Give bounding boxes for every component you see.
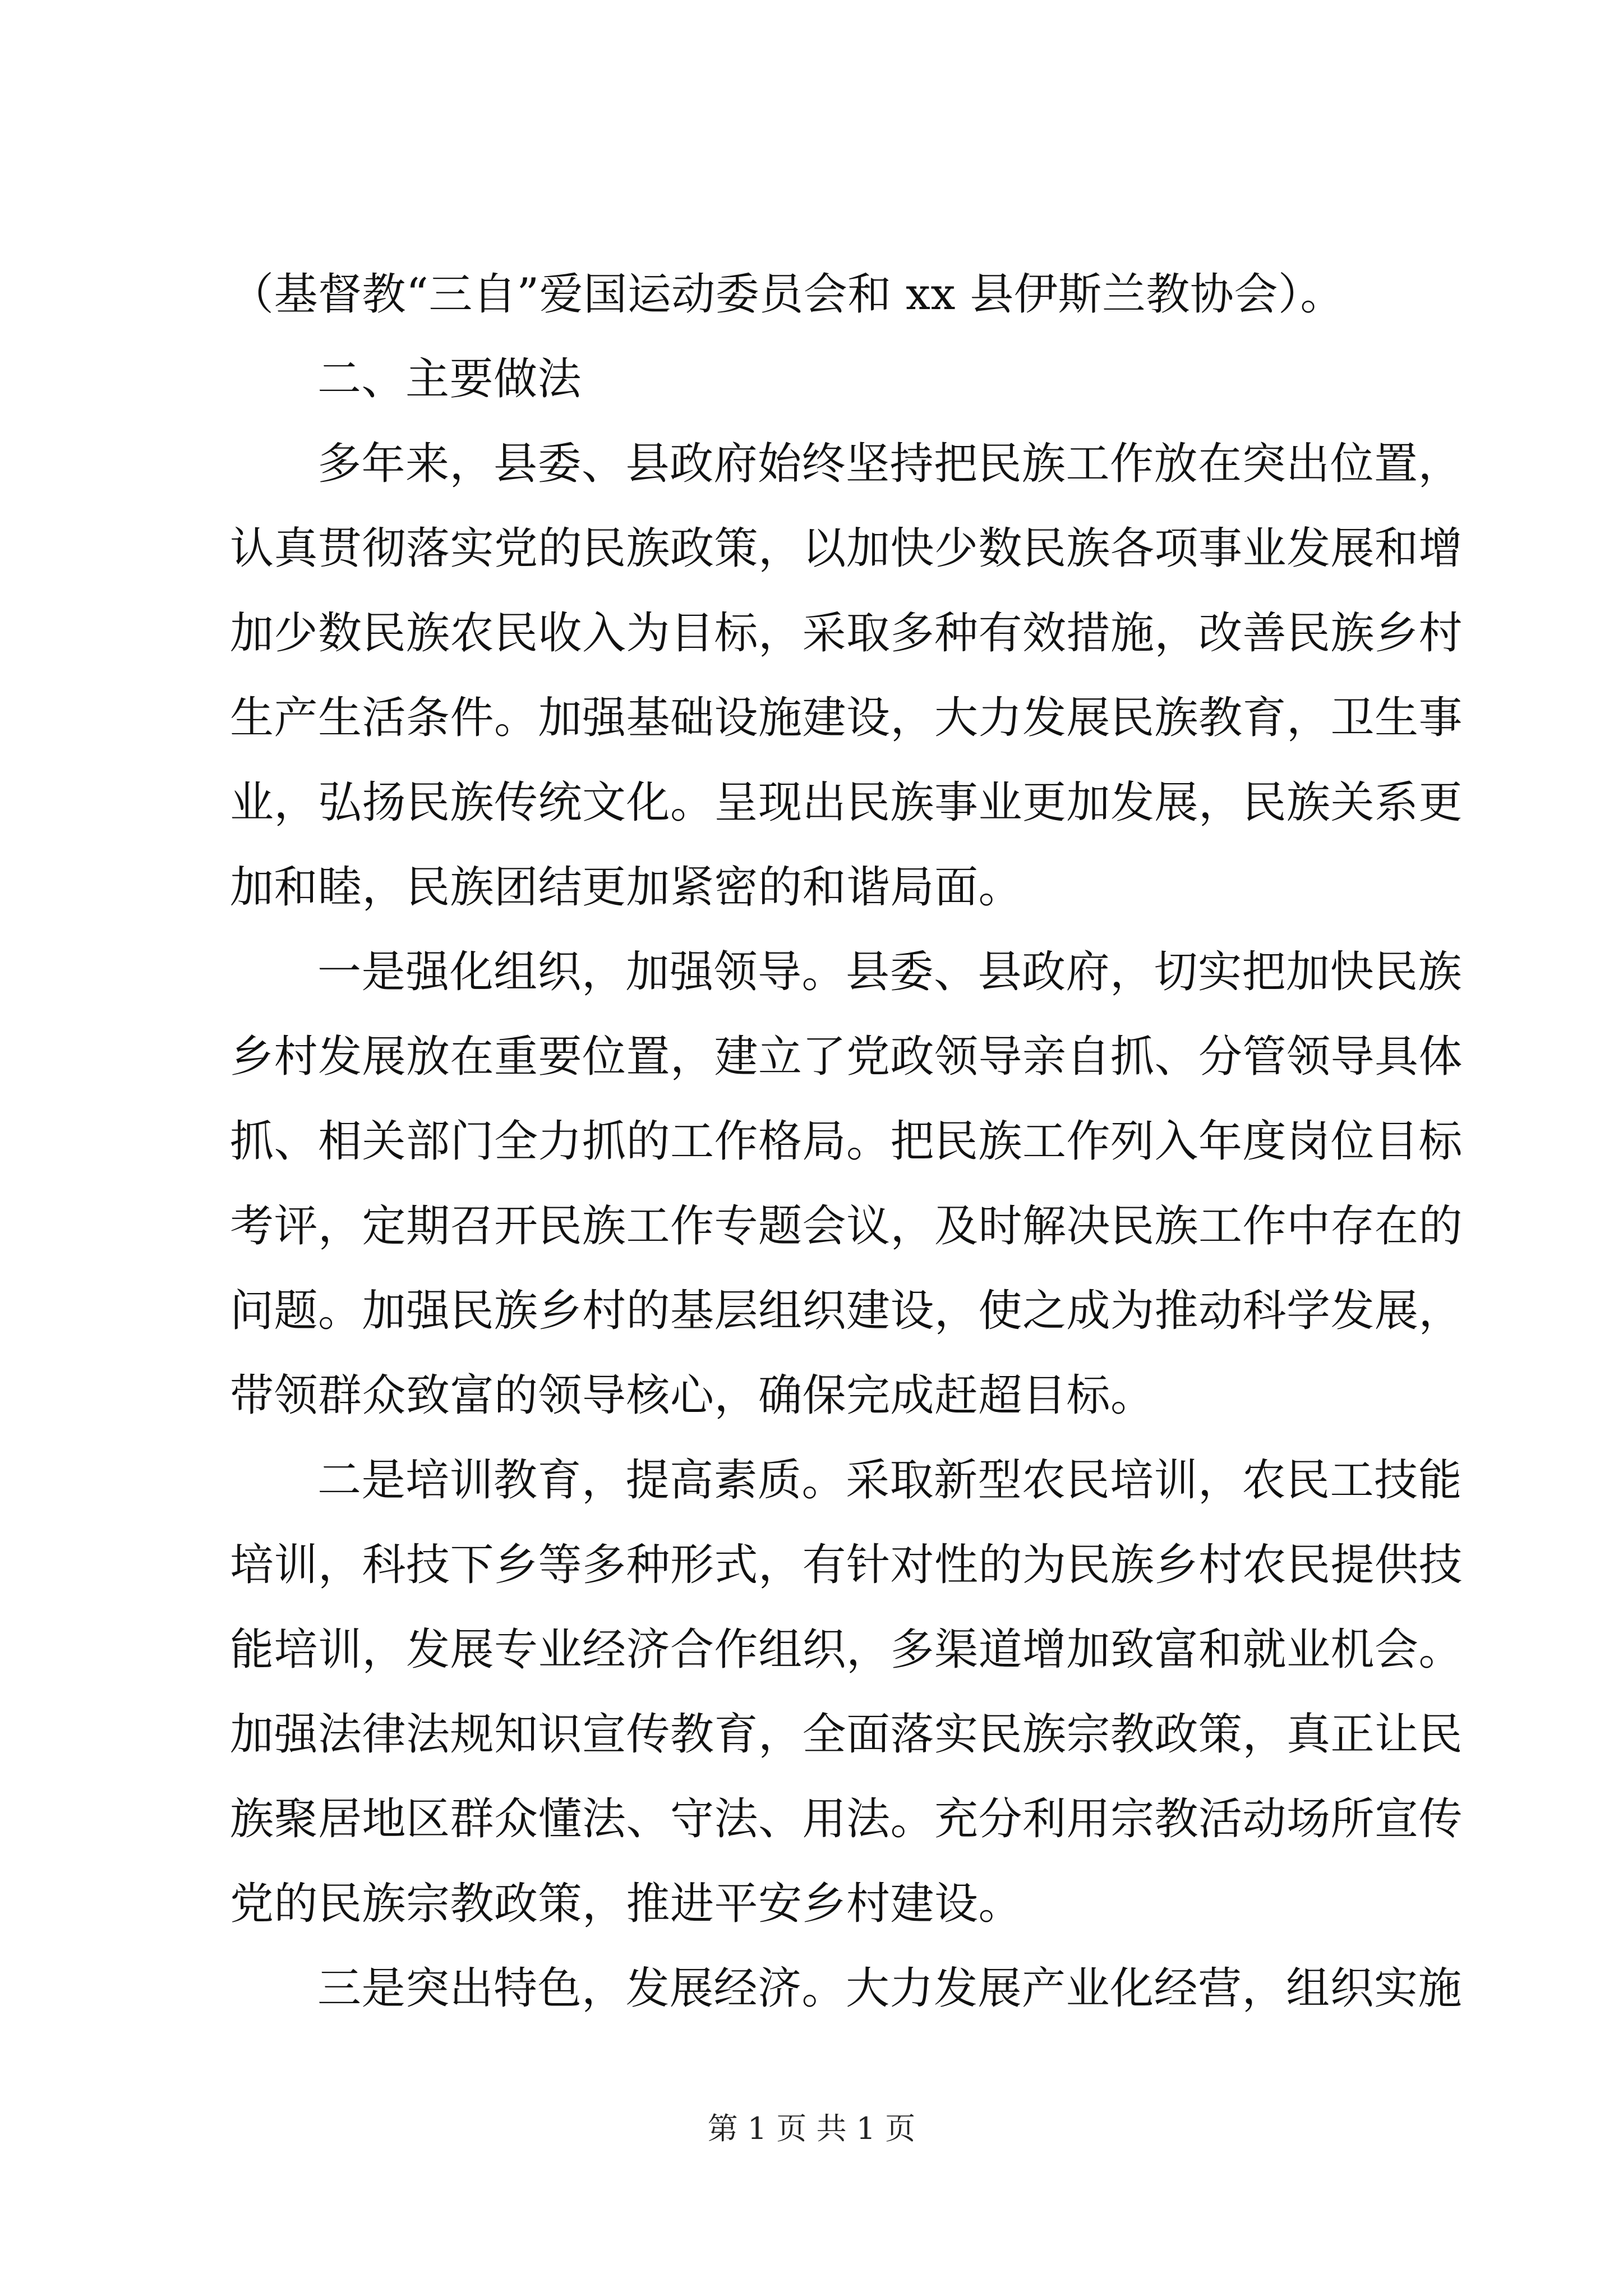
text-line: 生产生活条件。加强基础设施建设，大力发展民族教育，卫生事 [230, 693, 1463, 743]
text-line: 业，弘扬民族传统文化。呈现出民族事业更加发展，民族关系更 [230, 777, 1463, 828]
page-number-label: 第 1 页 共 1 页 [707, 2111, 916, 2146]
text-line: 加和睦，民族团结更加紧密的和谐局面。 [230, 862, 1023, 913]
text-line: 考评，定期召开民族工作专题会议，及时解决民族工作中存在的 [230, 1201, 1463, 1251]
page-footer [0, 2109, 1623, 2148]
text-line: 培训，科技下乡等多种形式，有针对性的为民族乡村农民提供技 [230, 1540, 1463, 1590]
text-line: 加强法律法规知识宣传教育，全面落实民族宗教政策，真正让民 [230, 1709, 1463, 1760]
text-line: 能培训，发展专业经济合作组织，多渠道增加致富和就业机会。 [230, 1625, 1463, 1675]
text-line: 党的民族宗教政策，推进平安乡村建设。 [230, 1879, 1023, 1929]
text-line: 认真贯彻落实党的民族政策，以加快少数民族各项事业发展和增 [230, 523, 1463, 574]
text-line: 带领群众致富的领导核心，确保完成赶超目标。 [230, 1370, 1155, 1421]
text-line: 问题。加强民族乡村的基层组织建设，使之成为推动科学发展， [230, 1286, 1463, 1336]
section-heading: 二、主要做法 [317, 354, 582, 404]
text-line: 加少数民族农民收入为目标，采取多种有效措施，改善民族乡村 [230, 608, 1463, 659]
text-line: 乡村发展放在重要位置，建立了党政领导亲自抓、分管领导具体 [230, 1032, 1463, 1082]
text-line: 一是强化组织，加强领导。县委、县政府，切实把加快民族 [317, 947, 1463, 997]
text-line: 多年来，县委、县政府始终坚持把民族工作放在突出位置， [317, 439, 1463, 489]
document-body [230, 252, 1463, 2031]
text-line: （基督教“三自”爱国运动委员会和 xx 县伊斯兰教协会）。 [230, 269, 1344, 320]
text-line: 三是突出特色，发展经济。大力发展产业化经营，组织实施 [317, 1963, 1463, 2014]
text-line: 抓、相关部门全力抓的工作格局。把民族工作列入年度岗位目标 [230, 1116, 1463, 1167]
text-line: 二是培训教育，提高素质。采取新型农民培训，农民工技能 [317, 1455, 1463, 1506]
text-line: 族聚居地区群众懂法、守法、用法。充分利用宗教活动场所宣传 [230, 1794, 1463, 1844]
